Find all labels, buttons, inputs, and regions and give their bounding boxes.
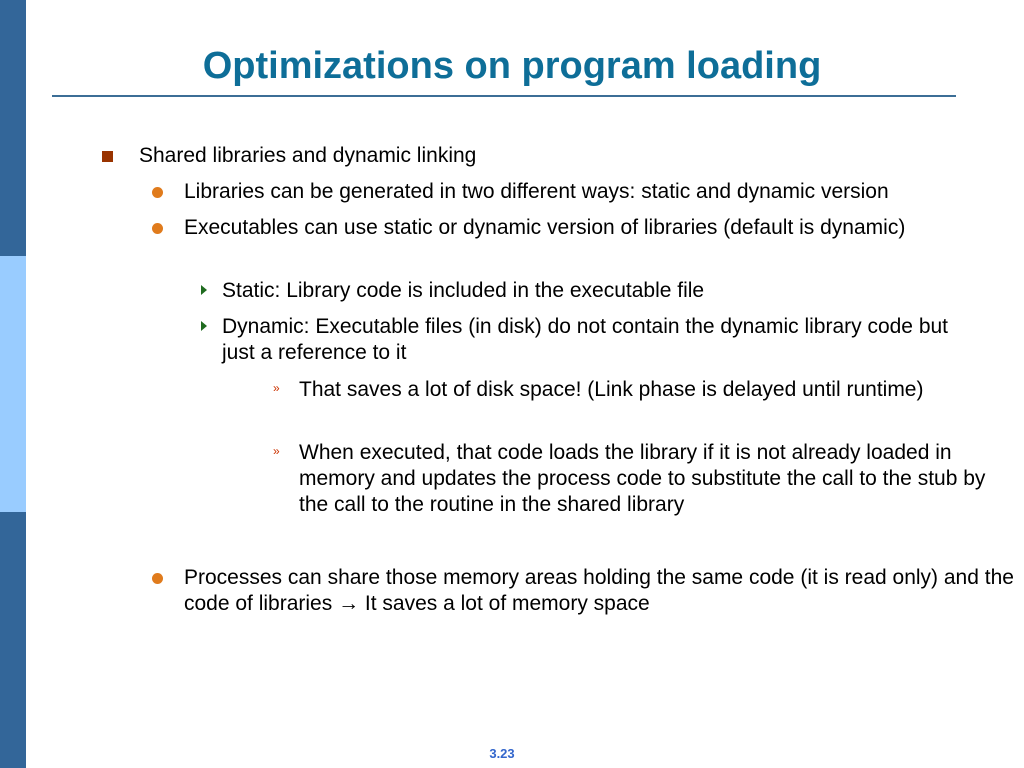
bullet-text: Dynamic: Executable files (in disk) do not contain the dynamic library code but just a reference to it	[222, 315, 949, 364]
bullet-saves-disk-space	[273, 377, 939, 403]
right-arrow-icon: →	[338, 592, 360, 615]
slide-number: 3.23	[489, 746, 515, 761]
bullet-executables-static-dynamic	[184, 215, 924, 241]
bullet-text: That saves a lot of disk space! (Link phase is delayed until runtime)	[299, 378, 924, 401]
bullet-processes-share-memory	[184, 565, 1014, 617]
bullet-static-library-code	[222, 278, 992, 304]
triangle-bullet-icon	[201, 285, 207, 295]
bullet-text-after-arrow: It saves a lot of memory space	[359, 592, 650, 615]
square-bullet-icon	[102, 151, 113, 162]
bullet-shared-libraries	[139, 143, 999, 169]
bullet-text: Libraries can be generated in two different ways: static and dynamic version	[184, 180, 889, 203]
bullet-libraries-generated	[184, 179, 1014, 205]
double-chevron-bullet-icon: »	[273, 381, 280, 395]
bullet-text: Shared libraries and dynamic linking	[139, 144, 477, 167]
double-chevron-bullet-icon: »	[273, 444, 280, 458]
slide-title: Optimizations on program loading	[202, 45, 822, 87]
circle-bullet-icon	[152, 573, 163, 584]
bullet-text: Executables can use static or dynamic version of libraries (default is dynamic)	[184, 216, 906, 239]
bullet-dynamic-executable-files	[222, 314, 982, 366]
bullet-text: Static: Library code is included in the executable file	[222, 279, 705, 302]
bullet-text: When executed, that code loads the library if it is not already loaded in memory and updates the process code to substitute the call to the stub by the call to the routine in the shared library	[299, 441, 986, 516]
circle-bullet-icon	[152, 187, 163, 198]
bullet-when-executed	[273, 440, 1009, 518]
bullet-text-before-arrow: Processes can share those memory areas holding the same code (it is read only) and the code of libraries	[184, 566, 1014, 615]
circle-bullet-icon	[152, 223, 163, 234]
triangle-bullet-icon	[201, 321, 207, 331]
